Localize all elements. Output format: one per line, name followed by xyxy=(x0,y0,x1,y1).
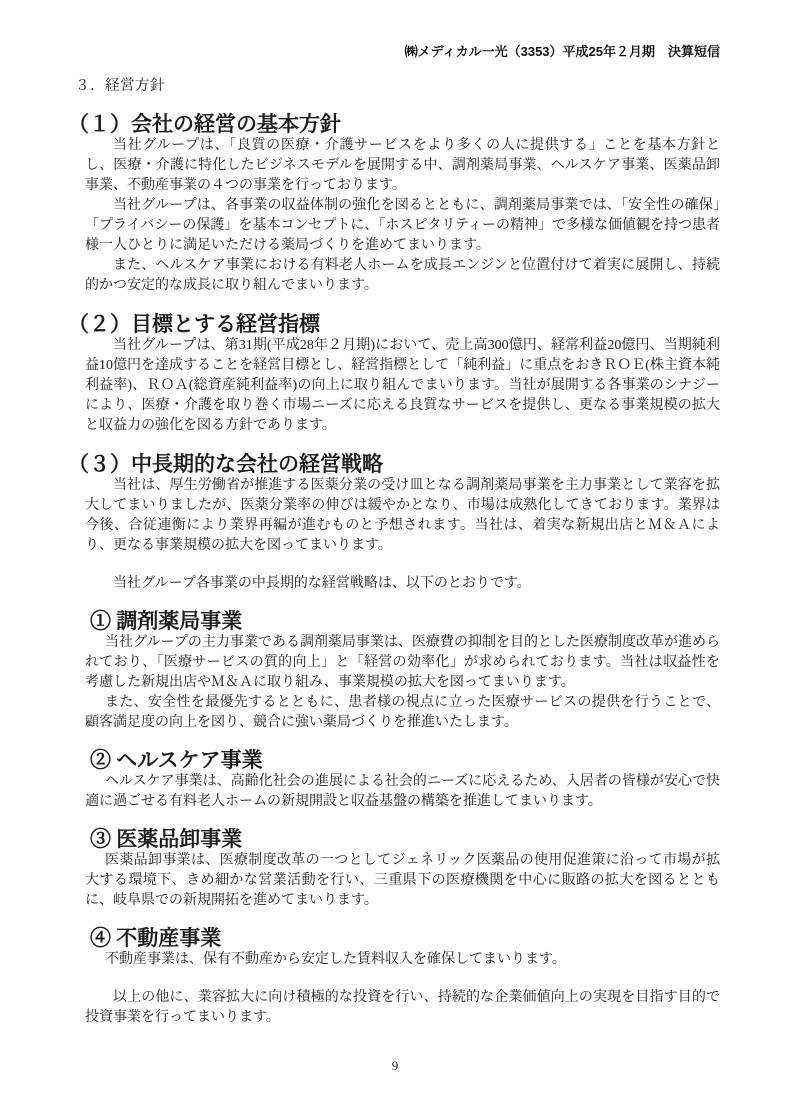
page-title: ３．経営方針 xyxy=(75,78,165,94)
section-heading: ④ 不動産事業 xyxy=(90,926,222,950)
section xyxy=(68,829,720,911)
section xyxy=(68,928,720,970)
section-heading: （１）会社の経営の基本方針 xyxy=(68,112,341,136)
section-heading: ① 調剤薬局事業 xyxy=(90,609,243,633)
document-header: ㈱メディカル一光（3353）平成25年２月期 決算短信 xyxy=(404,44,720,59)
section xyxy=(68,988,720,1028)
section-heading: ② ヘルスケア事業 xyxy=(90,748,263,772)
paragraph: 以上の他に、業容拡大に向け積極的な投資を行い、持続的な企業価値向上の実現を目指す目的で投資事業を行ってまいります。 xyxy=(85,990,720,1025)
paragraph: 当社グループは、「良質の医療・介護サービスをより多くの人に提供する」ことを基本方針とし、医療・介護に特化したビジネスモデルを展開する中、調剤薬局事業、ヘルスケア事業、医薬品卸事業、不動産事業の４つの事業を行っております。 xyxy=(85,138,720,193)
section xyxy=(68,114,720,296)
paragraph: 当社グループは、各事業の収益体制の強化を図るとともに、調剤薬局事業では、「安全性の確保」「プライバシーの保護」を基本コンセプトに、「ホスピタリティーの精神」で多様な価値観を持つ患者様一人ひとりに満足いただける薬局づくりを進めてまいります。 xyxy=(85,198,720,253)
paragraph: ヘルスケア事業は、高齢化社会の進展による社会的ニーズに応えるため、入居者の皆様が安心で快適に過ごせる有料老人ホームの新規開設と収益基盤の構築を推進してまいります。 xyxy=(85,774,720,809)
sections-container xyxy=(68,114,720,1028)
paragraph: 当社グループは、第31期(平成28年２月期)において、売上高300億円、経常利益20億円、当期純利益10億円を達成することを経営目標とし、経営指標として「純利益」に重点をおきＲＯＥ(株主資本純利益率)、ＲＯＡ(総資産純利益率)の向上に取り組んでまいります。当社が展開する各事業のシナジーにより、医療・介護を取り巻く市場ニーズに応える良質なサービスを提供し、更なる事業規模の拡大と収益力の強化を図る方針であります。 xyxy=(85,338,720,433)
section xyxy=(68,314,720,436)
paragraph: また、ヘルスケア事業における有料老人ホームを成長エンジンと位置付けて着実に展開し、持続的かつ安定的な成長に取り組んでまいります。 xyxy=(85,258,720,293)
page-number: 9 xyxy=(391,1058,399,1073)
section-heading: （３）中長期的な会社の経営戦略 xyxy=(68,452,383,476)
paragraph: また、安全性を最優先するとともに、患者様の視点に立った医療サービスの提供を行うことで、顧客満足度の向上を図り、競合に強い薬局づくりを推進いたします。 xyxy=(85,695,720,730)
section xyxy=(68,454,720,556)
paragraph: 不動産事業は、保有不動産から安定した賃料収入を確保してまいります。 xyxy=(105,952,566,967)
paragraph: 当社は、厚生労働省が推進する医薬分業の受け皿となる調剤薬局事業を主力事業として業容を拡大してまいりましたが、医薬分業率の伸びは緩やかとなり、市場は成熟化してきております。業界は今後、合従連衡により業界再編が進むものと予想されます。当社は、着実な新規出店とＭ＆Ａにより、更なる事業規模の拡大を図ってまいります。 xyxy=(85,478,720,553)
section xyxy=(68,574,720,594)
section-heading: ③ 医薬品卸事業 xyxy=(90,827,243,851)
paragraph: 医薬品卸事業は、医療制度改革の一つとしてジェネリック医薬品の使用促進策に沿って市場が拡大する環境下、きめ細かな営業活動を行い、三重県下の医療機関を中心に販路の拡大を図るとともに、岐阜県での新規開拓を進めてまいります。 xyxy=(85,853,720,908)
section xyxy=(68,750,720,812)
section xyxy=(68,611,720,733)
paragraph: 当社グループの主力事業である調剤薬局事業は、医療費の抑制を目的とした医療制度改革が進められており、「医療サービスの質的向上」と「経営の効率化」が求められております。当社は収益性を考慮した新規出店やＭ＆Ａに取り組み、事業規模の拡大を図ってまいります。 xyxy=(85,635,720,690)
section-heading: （２）目標とする経営指標 xyxy=(68,312,320,336)
paragraph: 当社グループ各事業の中長期的な経営戦略は、以下のとおりです。 xyxy=(113,576,531,591)
